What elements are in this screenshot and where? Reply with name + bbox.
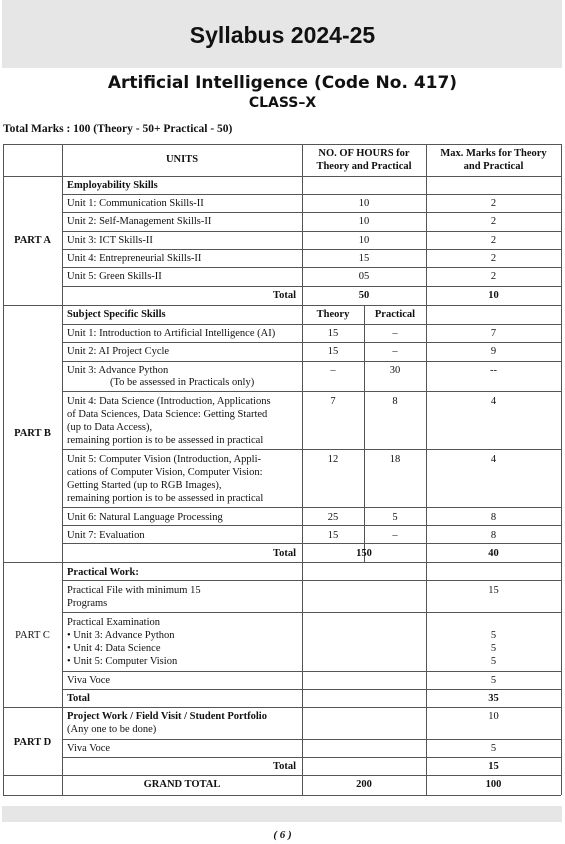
table-row-line: (up to Data Access), bbox=[67, 422, 153, 433]
grid-line bbox=[62, 144, 63, 795]
viva-voce: Viva Voce bbox=[67, 743, 111, 754]
table-cell: 8 bbox=[490, 512, 497, 523]
table-row: Unit 1: Introduction to Artificial Intelligence (AI) bbox=[67, 328, 276, 339]
class-label: CLASS–X bbox=[248, 95, 317, 111]
footer-band bbox=[2, 806, 562, 822]
table-row: Unit 6: Natural Language Processing bbox=[67, 512, 223, 523]
table-cell: -- bbox=[490, 365, 497, 376]
table-cell: 10 bbox=[358, 235, 370, 246]
table-cell: 15 bbox=[488, 585, 499, 596]
grid-line bbox=[62, 757, 561, 758]
table-cell: 10 bbox=[358, 198, 370, 209]
col-hours-1: NO. OF HOURS for bbox=[318, 148, 410, 159]
part-d-heading: Project Work / Field Visit / Student Portfolio bbox=[67, 711, 267, 722]
part-b-heading: Subject Specific Skills bbox=[67, 309, 166, 320]
total-marks: 10 bbox=[488, 290, 499, 301]
grid-line bbox=[3, 562, 561, 563]
total-marks: Total Marks : 100 (Theory - 50+ Practical - 50) bbox=[3, 123, 233, 135]
viva-voce: Viva Voce bbox=[67, 675, 111, 686]
table-cell: 2 bbox=[490, 198, 497, 209]
subject-title: Artificial Intelligence (Code No. 417) bbox=[107, 73, 458, 93]
grand-total-hours: 200 bbox=[356, 779, 372, 790]
total-marks: 15 bbox=[488, 761, 499, 772]
grid-line bbox=[3, 707, 561, 708]
table-row: Unit 3: ICT Skills-II bbox=[67, 235, 153, 246]
table-cell: 4 bbox=[490, 396, 497, 407]
table-cell: 05 bbox=[358, 271, 370, 282]
total-label: Total bbox=[273, 548, 296, 559]
part-d-sub: (Any one to be done) bbox=[67, 724, 157, 735]
table-cell: 9 bbox=[490, 346, 497, 357]
grid-line bbox=[62, 671, 561, 672]
table-row: Unit 4: Data Science (Introduction, Applications bbox=[67, 396, 271, 407]
grid-line bbox=[561, 144, 562, 795]
grid-line bbox=[62, 689, 561, 690]
table-cell: 15 bbox=[327, 530, 339, 541]
grid-line bbox=[62, 525, 561, 526]
table-row-line: of Data Sciences, Data Science: Getting Started bbox=[67, 409, 268, 420]
table-cell: 4 bbox=[490, 454, 497, 465]
grid-line bbox=[62, 449, 561, 450]
part-c-label: PART C bbox=[15, 630, 50, 641]
col-hours-2: Theory and Practical bbox=[316, 161, 412, 172]
table-cell: 5 bbox=[490, 630, 497, 641]
table-row: Unit 5: Green Skills-II bbox=[67, 271, 162, 282]
total-hours: 150 bbox=[356, 548, 372, 559]
table-cell: 15 bbox=[358, 253, 370, 264]
part-d-label: PART D bbox=[13, 737, 52, 748]
table-row: Unit 2: AI Project Cycle bbox=[67, 346, 170, 357]
grid-line bbox=[62, 342, 561, 343]
total-label: Total bbox=[273, 761, 296, 772]
table-cell: 25 bbox=[327, 512, 339, 523]
table-cell: – bbox=[330, 365, 336, 376]
table-cell: 5 bbox=[490, 675, 497, 686]
grid-line bbox=[62, 739, 561, 740]
table-cell: 12 bbox=[327, 454, 339, 465]
grid-line bbox=[62, 391, 561, 392]
part-a-heading: Employability Skills bbox=[67, 180, 158, 191]
table-cell: 15 bbox=[327, 328, 339, 339]
table-cell: – bbox=[392, 346, 398, 357]
total-marks: 40 bbox=[488, 548, 499, 559]
total-label: Total bbox=[273, 290, 296, 301]
table-row-line: Getting Started (up to RGB Images), bbox=[67, 480, 222, 491]
grid-line bbox=[3, 176, 561, 177]
grid-line bbox=[62, 267, 561, 268]
syllabus-title: Syllabus 2024-25 bbox=[189, 22, 376, 48]
table-row-line: cations of Computer Vision, Computer Vision: bbox=[67, 467, 263, 478]
table-cell: 2 bbox=[490, 216, 497, 227]
exam-item: • Unit 5: Computer Vision bbox=[67, 656, 178, 667]
grid-line bbox=[3, 144, 561, 145]
table-row: Unit 4: Entrepreneurial Skills-II bbox=[67, 253, 202, 264]
practical-exam-title: Practical Examination bbox=[67, 617, 161, 628]
col-marks-1: Max. Marks for Theory bbox=[440, 148, 547, 159]
col-theory: Theory bbox=[316, 309, 350, 320]
grid-line bbox=[62, 249, 561, 250]
table-cell: 2 bbox=[490, 271, 497, 282]
table-row: Unit 1: Communication Skills-II bbox=[67, 198, 204, 209]
table-row-line: remaining portion is to be assessed in practical bbox=[67, 493, 264, 504]
grid-line bbox=[62, 361, 561, 362]
exam-item: • Unit 4: Data Science bbox=[67, 643, 161, 654]
col-marks-2: and Practical bbox=[463, 161, 524, 172]
exam-item: • Unit 3: Advance Python bbox=[67, 630, 175, 641]
col-units: UNITS bbox=[165, 154, 199, 165]
table-cell: 18 bbox=[389, 454, 401, 465]
part-c-heading: Practical Work: bbox=[67, 567, 139, 578]
table-cell: 15 bbox=[327, 346, 339, 357]
table-cell: 7 bbox=[330, 396, 336, 407]
table-cell: 30 bbox=[389, 365, 401, 376]
table-cell: 10 bbox=[358, 216, 370, 227]
table-cell: – bbox=[392, 328, 398, 339]
table-row: Unit 3: Advance Python bbox=[67, 365, 169, 376]
table-row-note: (To be assessed in Practicals only) bbox=[110, 377, 255, 388]
grid-line bbox=[3, 305, 561, 306]
table-cell: 5 bbox=[490, 743, 497, 754]
grid-line bbox=[62, 507, 561, 508]
grid-line bbox=[3, 775, 561, 776]
table-cell: 2 bbox=[490, 253, 497, 264]
table-row: Unit 2: Self-Management Skills-II bbox=[67, 216, 212, 227]
total-hours: 50 bbox=[358, 290, 370, 301]
table-cell: 2 bbox=[490, 235, 497, 246]
grid-line bbox=[62, 324, 561, 325]
table-cell: 5 bbox=[490, 656, 497, 667]
page-number: ( 6 ) bbox=[273, 829, 292, 841]
total-label: Total bbox=[67, 693, 90, 704]
grid-line bbox=[62, 612, 561, 613]
table-cell: 5 bbox=[392, 512, 398, 523]
grand-total-label: GRAND TOTAL bbox=[143, 779, 221, 790]
table-cell: 5 bbox=[490, 643, 497, 654]
part-b-label: PART B bbox=[14, 428, 51, 439]
total-marks: 35 bbox=[488, 693, 499, 704]
table-cell: – bbox=[392, 530, 398, 541]
table-cell: 7 bbox=[490, 328, 497, 339]
grand-total-marks: 100 bbox=[485, 779, 502, 790]
grid-line bbox=[62, 580, 561, 581]
table-cell: 8 bbox=[392, 396, 398, 407]
practical-file-line: Programs bbox=[67, 598, 108, 609]
table-cell: 8 bbox=[490, 530, 497, 541]
grid-line bbox=[62, 231, 561, 232]
grid-line bbox=[62, 543, 561, 544]
grid-line bbox=[62, 212, 561, 213]
col-practical: Practical bbox=[374, 309, 416, 320]
grid-line bbox=[62, 286, 561, 287]
table-row: Unit 7: Evaluation bbox=[67, 530, 145, 541]
part-a-label: PART A bbox=[14, 235, 51, 246]
practical-file: Practical File with minimum 15 bbox=[67, 585, 201, 596]
table-cell: 10 bbox=[488, 711, 499, 722]
grid-line bbox=[3, 795, 561, 796]
grid-line bbox=[62, 194, 561, 195]
table-row-line: remaining portion is to be assessed in practical bbox=[67, 435, 264, 446]
table-row: Unit 5: Computer Vision (Introduction, Appli- bbox=[67, 454, 261, 465]
